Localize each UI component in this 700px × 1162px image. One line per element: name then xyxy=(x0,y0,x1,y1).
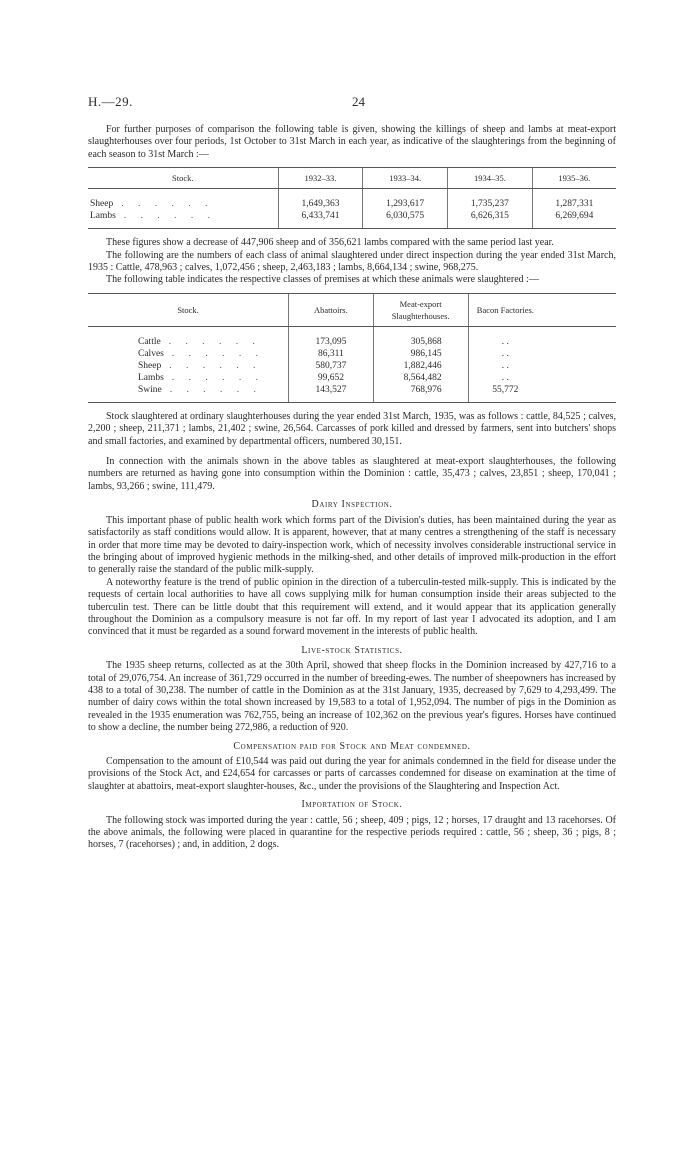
table-row xyxy=(88,198,616,210)
column-header-stock: Stock. xyxy=(88,168,278,189)
numbers-paragraph: The following are the numbers of each class of animal slaughtered under direct inspection during the year ended 31st March, 1935 : Cattle, 478,963 ; calves, 1,072,456 ; sheep, 2,463,183 ; lambs, 8,664,134 ; swine, 968,275. xyxy=(88,249,616,274)
table-cell: 1,287,331 xyxy=(532,198,616,210)
row-label: Lambs xyxy=(138,372,164,383)
decrease-paragraph: These figures show a decrease of 447,906 sheep and of 356,621 lambs compared with the same period last year. xyxy=(106,237,554,249)
table-cell: 986,145 xyxy=(373,348,468,360)
compensation-paragraph: Compensation to the amount of £10,544 was paid out during the year for animals condemned in the field for disease under the provisions of the Stock Act, and £24,654 for carcasses or parts of carcasses condemned for disease on examination at the time of slaughter at abattoirs, meat-export slaughter-houses, &c., under the provisions of the Slaughtering and Inspection Act. xyxy=(88,756,616,792)
consumption-paragraph: In connection with the animals shown in the above tables as slaughtered at meat-export slaughterhouses, the following numbers are returned as having gone into consumption within the Dominion : cattle, 35,473 ; calves, 23,851 ; sheep, 170,041 ; lambs, 93,266 ; swine, 111,479. xyxy=(88,456,616,492)
table-cell: . . xyxy=(468,336,542,348)
table-cell: . . xyxy=(468,360,542,372)
section-heading-dairy: Dairy Inspection. xyxy=(311,499,393,511)
leader-dots: . . . . . . xyxy=(169,384,262,395)
column-header-meat-export: Meat-export Slaughterhouses. xyxy=(373,293,468,326)
table-cell: 6,030,575 xyxy=(363,210,448,222)
table-cell: 305,868 xyxy=(373,336,468,348)
table-cell: 768,976 xyxy=(373,384,468,396)
row-label: Lambs xyxy=(90,211,116,222)
table-cell: 1,735,237 xyxy=(448,198,533,210)
table-cell: 55,772 xyxy=(468,384,542,396)
report-code: H.—29. xyxy=(88,94,133,109)
leader-dots: . . . . . . xyxy=(171,372,264,383)
table-cell: 1,293,617 xyxy=(363,198,448,210)
section-heading-livestock: Live-stock Statistics. xyxy=(301,644,403,656)
leader-dots: . . . . . . xyxy=(123,211,216,222)
sheep-lambs-killings-table xyxy=(88,167,616,229)
leader-dots: . . . . . . xyxy=(169,360,262,371)
table-row xyxy=(88,210,616,222)
table-row xyxy=(88,372,616,384)
premises-paragraph: The following table indicates the respective classes of premises at which these animals were slaughtered :— xyxy=(106,274,539,286)
table-header-row xyxy=(88,293,616,326)
column-header-1933-34: 1933–34. xyxy=(363,168,448,189)
page-body xyxy=(88,124,616,852)
leader-dots: . . . . . . xyxy=(168,336,261,347)
table-cell: 86,311 xyxy=(289,348,373,360)
column-header-bacon: Bacon Factories. xyxy=(468,293,542,326)
table-cell: 6,626,315 xyxy=(448,210,533,222)
ordinary-slaughterhouses-paragraph: Stock slaughtered at ordinary slaughterhouses during the year ended 31st March, 1935, was as follows : cattle, 84,525 ; calves, 2,200 ; sheep, 211,371 ; lambs, 21,402 ; swine, 26,564. Carcasses of pork killed and dressed by farmers, sent into butchers' shops and small factories, and examined by departmental officers, numbered 30,151. xyxy=(88,410,616,447)
leader-dots: . . . . . . xyxy=(171,348,264,359)
row-label: Cattle xyxy=(138,336,161,347)
column-header-1935-36: 1935–36. xyxy=(532,168,616,189)
leader-dots: . . . . . . xyxy=(121,199,214,210)
table-cell: 1,882,446 xyxy=(373,360,468,372)
table-header-row xyxy=(88,168,616,189)
table-cell: . . xyxy=(468,372,542,384)
table-cell: . . xyxy=(468,348,542,360)
table-row xyxy=(88,360,616,372)
column-header-stock: Stock. xyxy=(88,293,289,326)
row-label: Sheep xyxy=(90,199,114,210)
table-row xyxy=(88,336,616,348)
table-cell: 6,269,694 xyxy=(532,210,616,222)
table-cell: 143,527 xyxy=(289,384,373,396)
dairy-paragraph-2: A noteworthy feature is the trend of public opinion in the direction of a tuberculin-tested milk-supply. This is indicated by the requests of certain local authorities to have all cows supplying milk for human consumption inside their areas subjected to the tuberculin test. There can be little doubt that this requirement will extend, and it would appear that its application generally throughout the Dominion as a compulsory measure is not far off. In my report of last year I advocated its adoption, and I am convinced that it must be regarded as a sound forward movement in the interests of public health. xyxy=(88,576,616,638)
column-header-1932-33: 1932–33. xyxy=(278,168,363,189)
table-row xyxy=(88,348,616,360)
row-label: Swine xyxy=(138,384,162,395)
premises-table xyxy=(88,293,616,403)
page-number: 24 xyxy=(352,94,365,109)
importation-paragraph: The following stock was imported during the year : cattle, 56 ; sheep, 409 ; pigs, 12 ; horses, 17 draught and 13 racehorses. Of the above animals, the following were placed in quarantine for the respective periods required : cattle, 56 ; sheep, 36 ; pigs, 8 ; horses, 7 (racehorses) ; and, in addition, 2 dogs. xyxy=(88,814,616,851)
column-header-1934-35: 1934–35. xyxy=(448,168,533,189)
table-cell: 173,095 xyxy=(289,336,373,348)
dairy-paragraph-1: This important phase of public health work which forms part of the Division's duties, has been maintained during the year as satisfactorily as staff conditions would allow. It is apparent, however, that at many centres a strengthening of the staff is necessary in order that more time may be devoted to dairy-inspection work, which of necessity involves considerable instructional service in the bringing about of improved hygienic methods in the milking-shed, and other details of improved milk-production in the effort to generally raise the standard of the public milk-supply. xyxy=(88,514,616,576)
intro-paragraph: For further purposes of comparison the following table is given, showing the killings of sheep and lambs at meat-export slaughterhouses over four periods, 1st October to 31st March in each year, as indicative of the slaughterings from the beginning of each season to 31st March :— xyxy=(88,124,616,160)
livestock-paragraph: The 1935 sheep returns, collected as at the 30th April, showed that sheep flocks in the Dominion increased by 427,716 to a total of 29,076,754. An increase of 361,729 occurred in the number of breeding-ewes. The number of sheepowners has increased by 438 to a total of 30,238. The number of cattle in the Dominion as at the 31st January, 1935, decreased by 7,629 to 4,293,499. The number of dairy cows within the total shown increased by 19,583 to a total of 1,952,094. The number of pigs in the Dominion as revealed in the 1935 enumeration was 762,755, being an increase of 102,362 on the previous year's figures. Horses have continued to show a decline, the number being 272,986, a reduction of 920. xyxy=(88,660,616,734)
table-cell: 8,564,482 xyxy=(373,372,468,384)
column-header-abattoirs: Abattoirs. xyxy=(289,293,373,326)
row-label: Sheep xyxy=(138,360,162,371)
table-cell: 6,433,741 xyxy=(278,210,363,222)
section-heading-importation: Importation of Stock. xyxy=(301,799,403,811)
table-cell: 99,652 xyxy=(289,372,373,384)
section-heading-compensation: Compensation paid for Stock and Meat condemned. xyxy=(233,740,471,752)
row-label: Calves xyxy=(138,348,164,359)
table-cell: 580,737 xyxy=(289,360,373,372)
table-row xyxy=(88,384,616,396)
table-cell: 1,649,363 xyxy=(278,198,363,210)
